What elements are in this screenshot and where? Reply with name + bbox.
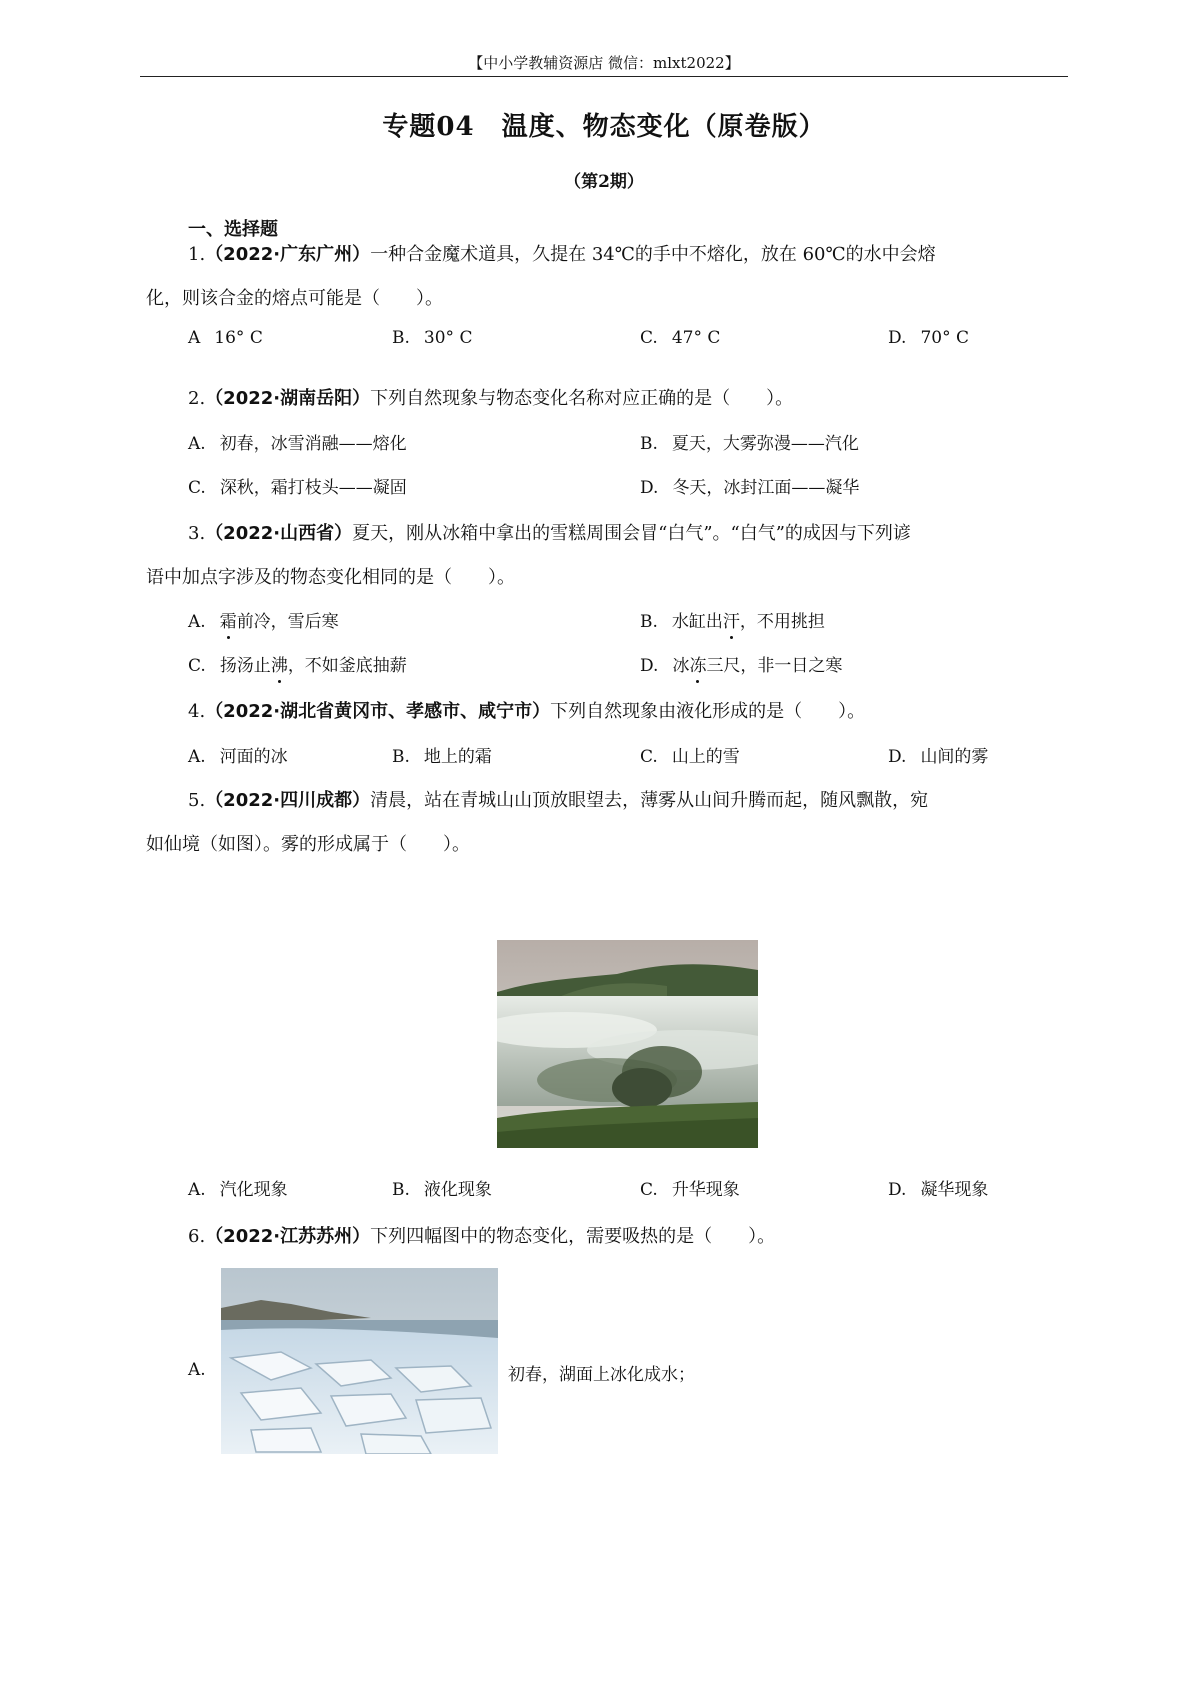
question-4-option-d: D. 山间的雾 (888, 747, 989, 767)
question-3 (188, 519, 911, 545)
question-6-option-a-text: 初春，湖面上冰化成水； (508, 1365, 695, 1385)
question-1 (188, 240, 936, 266)
question-source: （2022·江苏苏州） (205, 1226, 371, 1247)
question-3-option-c: C. 扬汤止沸，不如釜底抽薪 (188, 656, 407, 676)
question-1-option-a: A 16° C (188, 328, 263, 348)
question-5-option-c: C. 升华现象 (640, 1180, 740, 1200)
question-4 (188, 697, 865, 723)
emphasis-dot-char: 霜 (219, 612, 237, 632)
question-number: 1. (188, 244, 206, 265)
question-number: 4. (188, 701, 206, 722)
header-divider (140, 76, 1068, 77)
foggy-mountain-photo (497, 940, 758, 1148)
question-source: （2022·湖南岳阳） (205, 388, 371, 409)
question-2-option-a: A. 初春，冰雪消融——熔化 (188, 434, 407, 454)
question-4-option-c: C. 山上的雪 (640, 747, 740, 767)
question-3-continued: 语中加点字涉及的物态变化相同的是（ ）。 (146, 567, 515, 588)
question-4-option-a: A. 河面的冰 (188, 747, 288, 767)
question-5-option-b: B. 液化现象 (392, 1180, 492, 1200)
question-1-continued: 化，则该合金的熔点可能是（ ）。 (146, 288, 443, 309)
question-source: （2022·山西省） (205, 523, 353, 544)
question-6 (188, 1222, 775, 1248)
page-title: 专题04 温度、物态变化（原卷版） (382, 112, 826, 142)
question-text: 下列四幅图中的物态变化，需要吸热的是（ ）。 (370, 1226, 776, 1247)
page-header: 【中小学教辅资源店 微信：mlxt2022】 (468, 54, 740, 72)
question-2-option-b: B. 夏天，大雾弥漫——汽化 (640, 434, 859, 454)
question-5 (188, 786, 928, 812)
question-number: 3. (188, 523, 206, 544)
section-heading: 一、选择题 (188, 219, 278, 240)
question-2-option-c: C. 深秋，霜打枝头——凝固 (188, 478, 407, 498)
question-source: （2022·四川成都） (205, 790, 371, 811)
question-text: 下列自然现象由液化形成的是（ ）。 (550, 701, 866, 722)
question-2 (188, 384, 793, 410)
question-text: 清晨，站在青城山山顶放眼望去，薄雾从山间升腾而起，随风飘散，宛 (370, 790, 929, 811)
question-text: 一种合金魔术道具，久提在 34℃的手中不熔化，放在 60℃的水中会熔 (370, 244, 936, 265)
question-1-option-d: D. 70° C (888, 328, 969, 348)
question-3-option-a: A. 霜前冷，雪后寒 (188, 612, 339, 632)
question-4-option-b: B. 地上的霜 (392, 747, 492, 767)
melting-lake-ice-photo (221, 1268, 498, 1454)
question-source: （2022·湖北省黄冈市、孝感市、咸宁市） (205, 701, 551, 722)
question-1-option-b: B. 30° C (392, 328, 473, 348)
question-text: 夏天，刚从冰箱中拿出的雪糕周围会冒“白气”。“白气”的成因与下列谚 (352, 523, 911, 544)
question-number: 2. (188, 388, 206, 409)
emphasis-dot-char: 冻 (689, 656, 707, 676)
question-5-option-d: D. 凝华现象 (888, 1180, 989, 1200)
question-5-option-a: A. 汽化现象 (188, 1180, 288, 1200)
question-text: 下列自然现象与物态变化名称对应正确的是（ ）。 (370, 388, 794, 409)
question-number: 5. (188, 790, 206, 811)
emphasis-dot-char: 汗 (722, 612, 740, 632)
question-5-continued: 如仙境（如图）。雾的形成属于（ ）。 (146, 834, 470, 855)
question-6-option-a-letter: A. (188, 1360, 206, 1380)
question-2-option-d: D. 冬天，冰封江面——凝华 (640, 478, 860, 498)
question-3-option-d: D. 冰冻三尺，非一日之寒 (640, 656, 843, 676)
question-source: （2022·广东广州） (205, 244, 371, 265)
page-subtitle: （第2期） (564, 172, 644, 192)
question-1-option-c: C. 47° C (640, 328, 721, 348)
question-3-option-b: B. 水缸出汗，不用挑担 (640, 612, 825, 632)
question-number: 6. (188, 1226, 206, 1247)
emphasis-dot-char: 沸 (270, 656, 288, 676)
